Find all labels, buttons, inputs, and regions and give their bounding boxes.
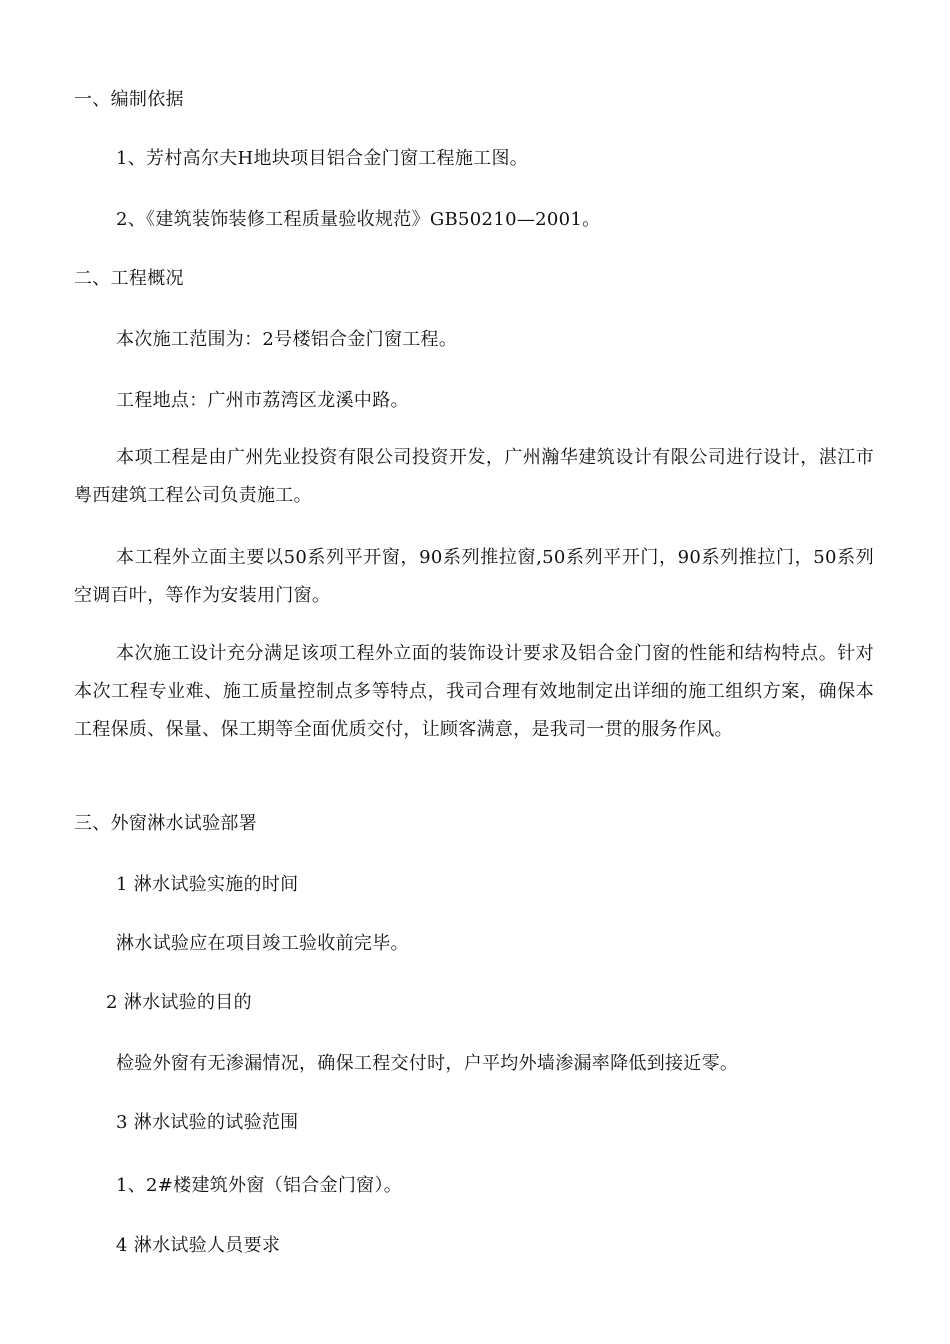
overview-paragraph-1: 本项工程是由广州先业投资有限公司投资开发，广州瀚华建筑设计有限公司进行设计，湛江市粤西建筑工程公司负责施工。: [74, 447, 874, 506]
section-2-heading: 二、工程概况: [74, 268, 184, 289]
basis-item-2: 2、《建筑装饰装修工程质量验收规范》GB50210—2001。: [116, 209, 601, 230]
subsection-1-text: 淋水试验应在项目竣工验收前完毕。: [116, 933, 409, 954]
basis-item-1: 1、芳村高尔夫H地块项目铝合金门窗工程施工图。: [116, 148, 529, 169]
construction-scope: 本次施工范围为：2号楼铝合金门窗工程。: [116, 329, 458, 350]
subsection-2-heading: 2 淋水试验的目的: [106, 992, 252, 1013]
subsection-4-heading: 4 淋水试验人员要求: [116, 1235, 281, 1256]
subsection-3-heading: 3 淋水试验的试验范围: [116, 1112, 299, 1133]
overview-paragraph-3: 本次施工设计充分满足该项工程外立面的装饰设计要求及铝合金门窗的性能和结构特点。针对本次工程专业难、施工质量控制点多等特点，我司合理有效地制定出详细的施工组织方案，确保本工程保质、保量、保工期等全面优质交付，让顾客满意，是我司一贯的服务作风。: [74, 643, 874, 740]
project-location: 工程地点：广州市荔湾区龙溪中路。: [116, 390, 409, 411]
subsection-3-text: 1、2#楼建筑外窗（铝合金门窗）。: [116, 1175, 403, 1196]
subsection-1-heading: 1 淋水试验实施的时间: [116, 874, 299, 895]
section-1-heading: 一、编制依据: [74, 89, 184, 110]
overview-paragraph-2: 本工程外立面主要以50系列平开窗，90系列推拉窗,50系列平开门，90系列推拉门，50系列空调百叶，等作为安装用门窗。: [74, 547, 874, 606]
section-3-heading: 三、外窗淋水试验部署: [74, 813, 257, 834]
subsection-2-text: 检验外窗有无渗漏情况，确保工程交付时，户平均外墙渗漏率降低到接近零。: [116, 1053, 739, 1074]
